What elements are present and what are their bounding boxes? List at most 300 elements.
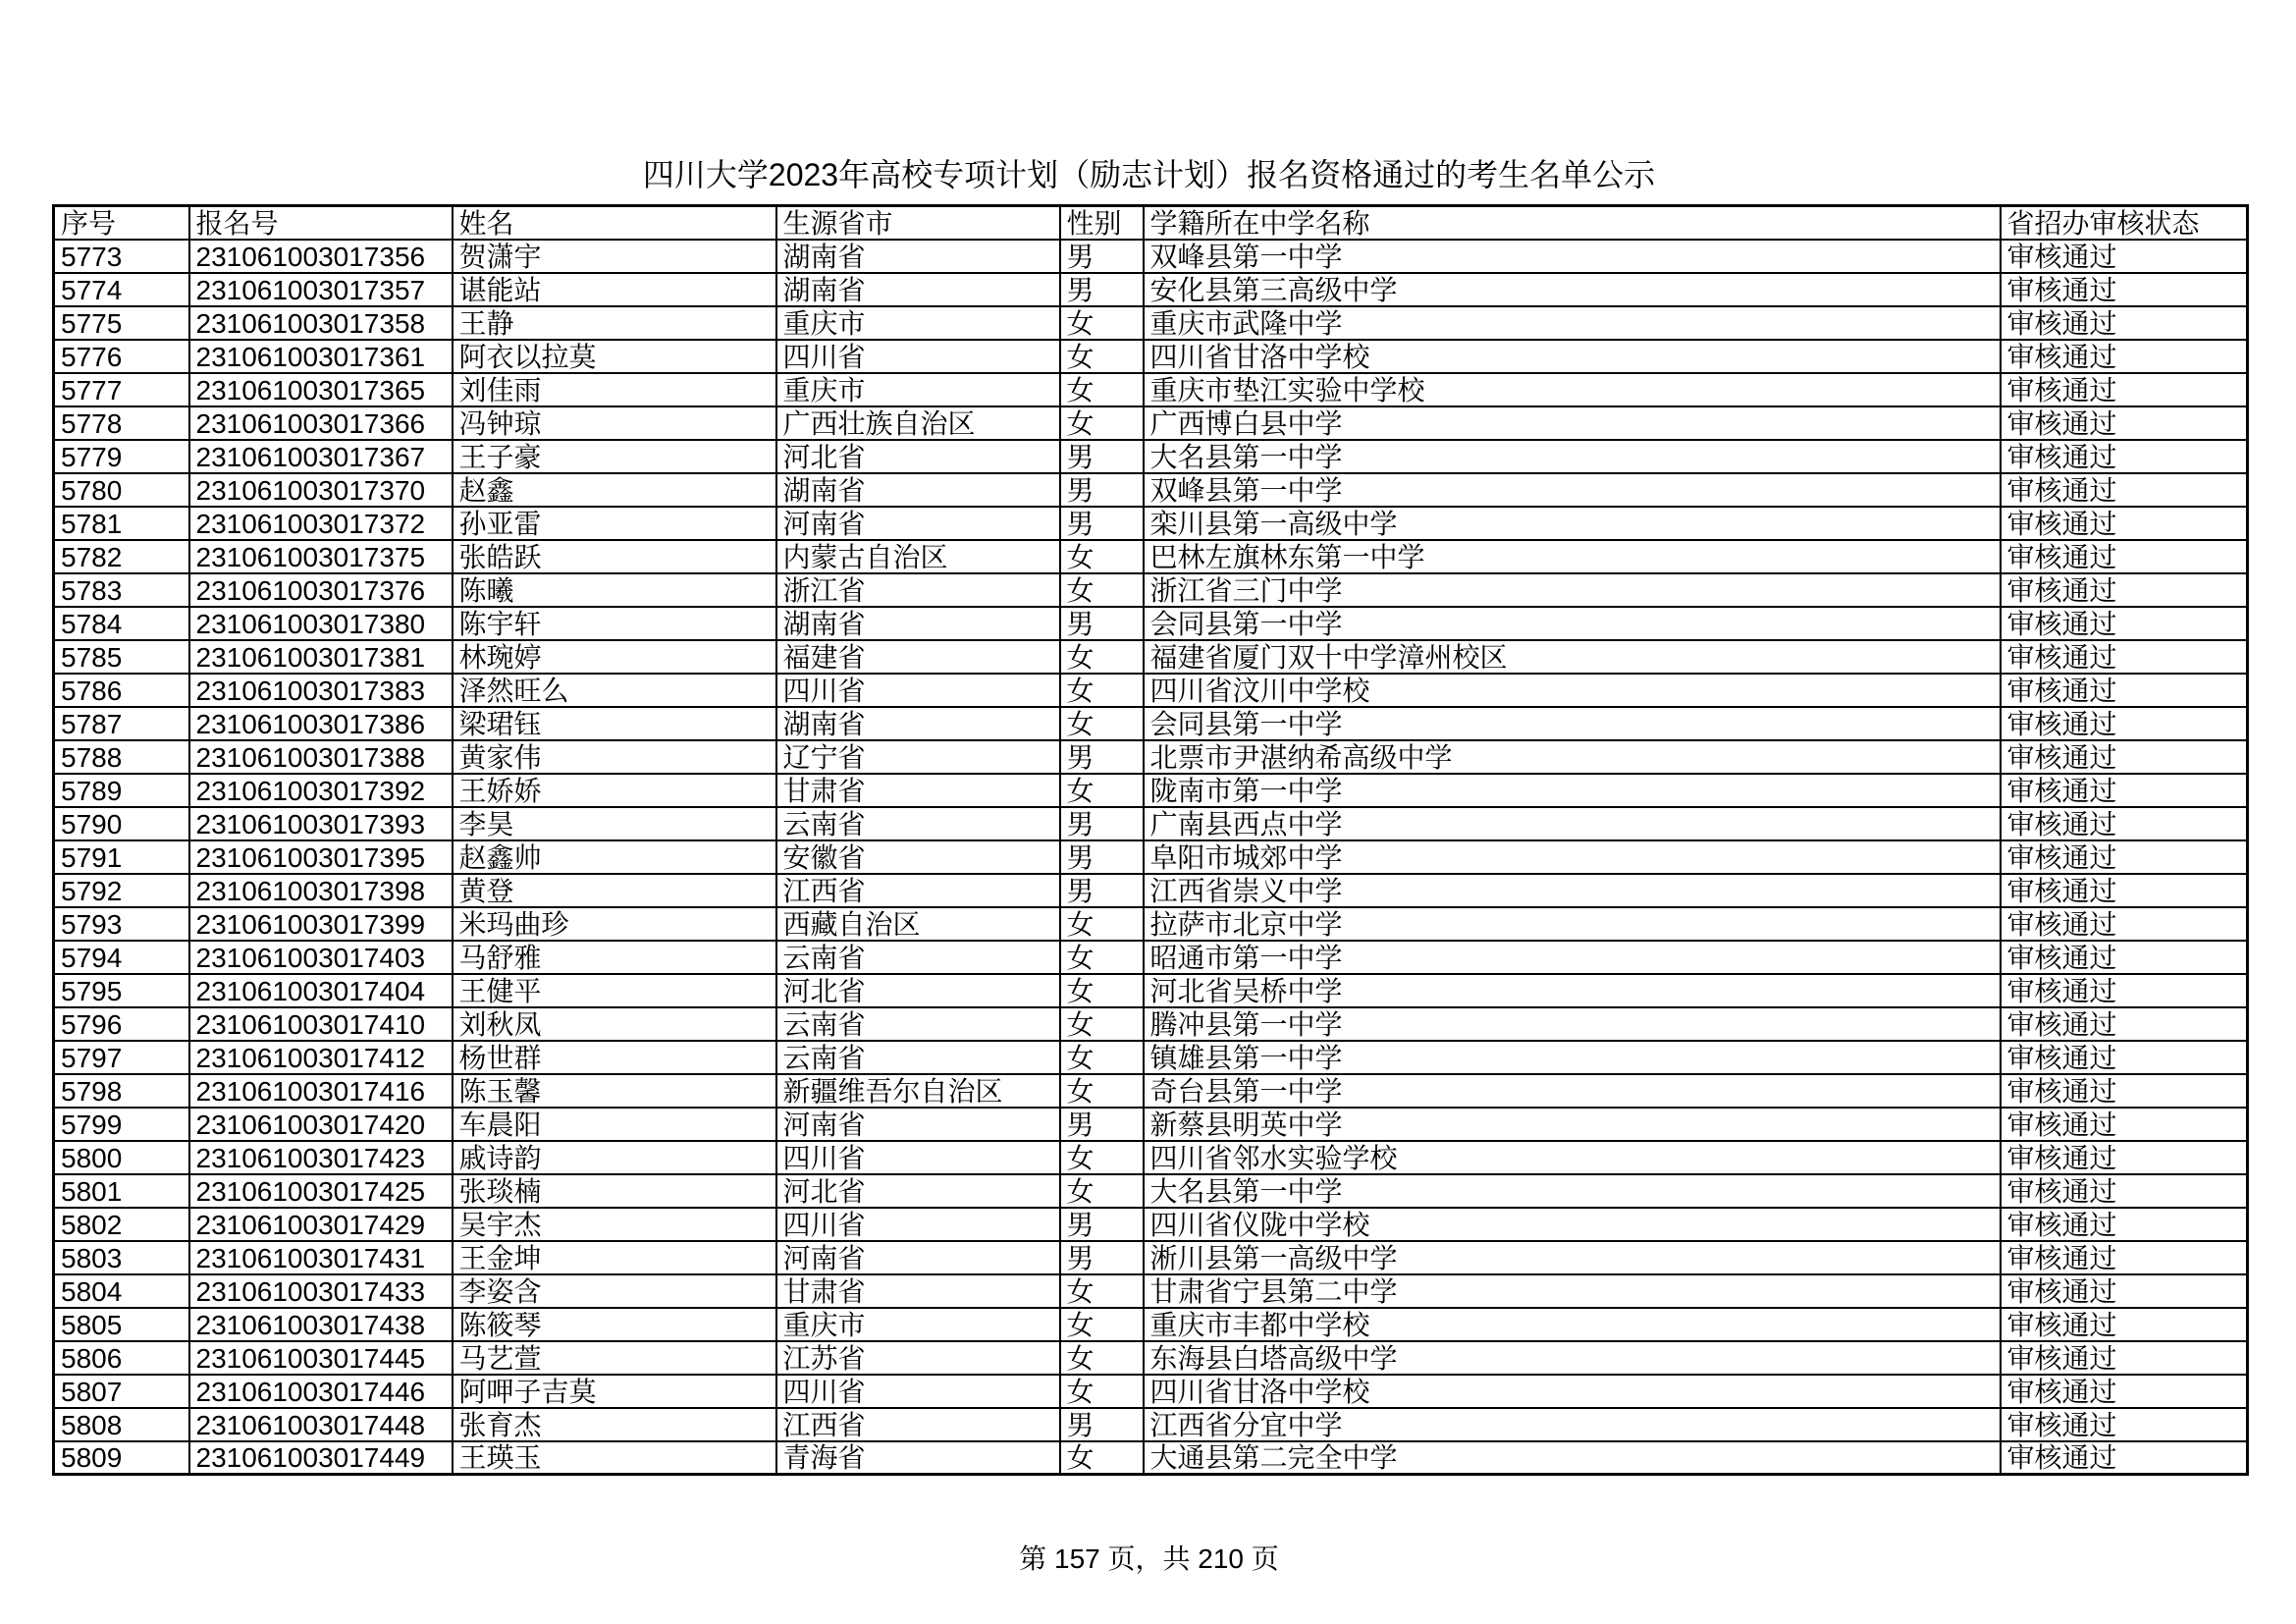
province-cell: 重庆市 (776, 1308, 1060, 1341)
registration-number-cell: 231061003017367 (189, 440, 453, 473)
seq-cell: 5800 (54, 1141, 189, 1174)
registration-number-cell: 231061003017365 (189, 373, 453, 406)
registration-number-cell: 231061003017423 (189, 1141, 453, 1174)
seq-cell: 5781 (54, 507, 189, 540)
table-row (54, 674, 2248, 707)
province-cell: 辽宁省 (776, 740, 1060, 774)
gender-cell: 女 (1060, 406, 1144, 440)
gender-cell: 女 (1060, 1141, 1144, 1174)
seq-cell: 5796 (54, 1007, 189, 1041)
province-cell: 青海省 (776, 1441, 1060, 1475)
name-cell: 赵鑫 (453, 473, 776, 507)
school-cell: 大名县第一中学 (1144, 440, 2001, 473)
school-cell: 江西省崇义中学 (1144, 874, 2001, 907)
gender-cell: 女 (1060, 1074, 1144, 1108)
registration-number-cell: 231061003017356 (189, 240, 453, 273)
column-header-status: 省招办审核状态 (2001, 206, 2248, 240)
province-cell: 河南省 (776, 1241, 1060, 1274)
status-cell: 审核通过 (2001, 774, 2248, 807)
name-cell: 黄登 (453, 874, 776, 907)
status-cell: 审核通过 (2001, 1208, 2248, 1241)
seq-cell: 5797 (54, 1041, 189, 1074)
province-cell: 重庆市 (776, 373, 1060, 406)
gender-cell: 女 (1060, 974, 1144, 1007)
province-cell: 云南省 (776, 807, 1060, 840)
status-cell: 审核通过 (2001, 941, 2248, 974)
province-cell: 内蒙古自治区 (776, 540, 1060, 573)
status-cell: 审核通过 (2001, 1274, 2248, 1308)
school-cell: 淅川县第一高级中学 (1144, 1241, 2001, 1274)
gender-cell: 男 (1060, 807, 1144, 840)
table-row (54, 273, 2248, 306)
province-cell: 云南省 (776, 1007, 1060, 1041)
name-cell: 陈筱琴 (453, 1308, 776, 1341)
province-cell: 安徽省 (776, 840, 1060, 874)
province-cell: 湖南省 (776, 273, 1060, 306)
registration-number-cell: 231061003017425 (189, 1174, 453, 1208)
status-cell: 审核通过 (2001, 1141, 2248, 1174)
gender-cell: 女 (1060, 573, 1144, 607)
gender-cell: 男 (1060, 507, 1144, 540)
table-row (54, 807, 2248, 840)
seq-cell: 5808 (54, 1408, 189, 1441)
status-cell: 审核通过 (2001, 440, 2248, 473)
seq-cell: 5778 (54, 406, 189, 440)
status-cell: 审核通过 (2001, 1108, 2248, 1141)
school-cell: 昭通市第一中学 (1144, 941, 2001, 974)
status-cell: 审核通过 (2001, 640, 2248, 674)
school-cell: 福建省厦门双十中学漳州校区 (1144, 640, 2001, 674)
status-cell: 审核通过 (2001, 874, 2248, 907)
status-cell: 审核通过 (2001, 306, 2248, 340)
school-cell: 广南县西点中学 (1144, 807, 2001, 840)
seq-cell: 5792 (54, 874, 189, 907)
gender-cell: 男 (1060, 440, 1144, 473)
status-cell: 审核通过 (2001, 1308, 2248, 1341)
seq-cell: 5776 (54, 340, 189, 373)
gender-cell: 男 (1060, 273, 1144, 306)
school-cell: 重庆市武隆中学 (1144, 306, 2001, 340)
gender-cell: 女 (1060, 1007, 1144, 1041)
registration-number-cell: 231061003017431 (189, 1241, 453, 1274)
school-cell: 四川省甘洛中学校 (1144, 1375, 2001, 1408)
name-cell: 张育杰 (453, 1408, 776, 1441)
school-cell: 阜阳市城郊中学 (1144, 840, 2001, 874)
province-cell: 西藏自治区 (776, 907, 1060, 941)
gender-cell: 男 (1060, 240, 1144, 273)
name-cell: 王健平 (453, 974, 776, 1007)
table-row (54, 1074, 2248, 1108)
gender-cell: 女 (1060, 540, 1144, 573)
gender-cell: 女 (1060, 1308, 1144, 1341)
province-cell: 江苏省 (776, 1341, 1060, 1375)
name-cell: 梁珺钰 (453, 707, 776, 740)
name-cell: 王子豪 (453, 440, 776, 473)
name-cell: 贺潇宇 (453, 240, 776, 273)
registration-number-cell: 231061003017393 (189, 807, 453, 840)
seq-cell: 5789 (54, 774, 189, 807)
registration-number-cell: 231061003017357 (189, 273, 453, 306)
name-cell: 赵鑫帅 (453, 840, 776, 874)
table-row (54, 1041, 2248, 1074)
registration-number-cell: 231061003017404 (189, 974, 453, 1007)
seq-cell: 5780 (54, 473, 189, 507)
school-cell: 陇南市第一中学 (1144, 774, 2001, 807)
province-cell: 湖南省 (776, 607, 1060, 640)
registration-number-cell: 231061003017433 (189, 1274, 453, 1308)
school-cell: 奇台县第一中学 (1144, 1074, 2001, 1108)
name-cell: 张琰楠 (453, 1174, 776, 1208)
table-row (54, 1441, 2248, 1475)
province-cell: 浙江省 (776, 573, 1060, 607)
name-cell: 张皓跃 (453, 540, 776, 573)
school-cell: 大名县第一中学 (1144, 1174, 2001, 1208)
school-cell: 浙江省三门中学 (1144, 573, 2001, 607)
seq-cell: 5783 (54, 573, 189, 607)
registration-number-cell: 231061003017372 (189, 507, 453, 540)
name-cell: 车晨阳 (453, 1108, 776, 1141)
status-cell: 审核通过 (2001, 1007, 2248, 1041)
school-cell: 双峰县第一中学 (1144, 473, 2001, 507)
status-cell: 审核通过 (2001, 507, 2248, 540)
province-cell: 湖南省 (776, 473, 1060, 507)
school-cell: 重庆市垫江实验中学校 (1144, 373, 2001, 406)
registration-number-cell: 231061003017366 (189, 406, 453, 440)
gender-cell: 男 (1060, 607, 1144, 640)
province-cell: 四川省 (776, 340, 1060, 373)
table-row (54, 1408, 2248, 1441)
province-cell: 湖南省 (776, 240, 1060, 273)
school-cell: 新蔡县明英中学 (1144, 1108, 2001, 1141)
table-row (54, 1375, 2248, 1408)
province-cell: 云南省 (776, 941, 1060, 974)
province-cell: 河北省 (776, 1174, 1060, 1208)
province-cell: 江西省 (776, 1408, 1060, 1441)
gender-cell: 女 (1060, 1174, 1144, 1208)
table-row (54, 1174, 2248, 1208)
name-cell: 米玛曲珍 (453, 907, 776, 941)
column-header-seq: 序号 (54, 206, 189, 240)
seq-cell: 5777 (54, 373, 189, 406)
seq-cell: 5785 (54, 640, 189, 674)
gender-cell: 女 (1060, 1041, 1144, 1074)
table-row (54, 1274, 2248, 1308)
registration-number-cell: 231061003017383 (189, 674, 453, 707)
school-cell: 河北省吴桥中学 (1144, 974, 2001, 1007)
status-cell: 审核通过 (2001, 1041, 2248, 1074)
registration-number-cell: 231061003017388 (189, 740, 453, 774)
province-cell: 四川省 (776, 1208, 1060, 1241)
gender-cell: 男 (1060, 874, 1144, 907)
seq-cell: 5799 (54, 1108, 189, 1141)
registration-number-cell: 231061003017446 (189, 1375, 453, 1408)
gender-cell: 女 (1060, 340, 1144, 373)
name-cell: 泽然旺么 (453, 674, 776, 707)
seq-cell: 5791 (54, 840, 189, 874)
seq-cell: 5807 (54, 1375, 189, 1408)
school-cell: 甘肃省宁县第二中学 (1144, 1274, 2001, 1308)
table-row (54, 707, 2248, 740)
province-cell: 河北省 (776, 440, 1060, 473)
status-cell: 审核通过 (2001, 707, 2248, 740)
gender-cell: 女 (1060, 1341, 1144, 1375)
table-row (54, 406, 2248, 440)
status-cell: 审核通过 (2001, 1408, 2248, 1441)
school-cell: 重庆市丰都中学校 (1144, 1308, 2001, 1341)
registration-number-cell: 231061003017399 (189, 907, 453, 941)
gender-cell: 女 (1060, 907, 1144, 941)
table-row (54, 573, 2248, 607)
status-cell: 审核通过 (2001, 1441, 2248, 1475)
document-title: 四川大学2023年高校专项计划（励志计划）报名资格通过的考生名单公示 (642, 157, 1656, 192)
status-cell: 审核通过 (2001, 1174, 2248, 1208)
province-cell: 四川省 (776, 1141, 1060, 1174)
seq-cell: 5787 (54, 707, 189, 740)
status-cell: 审核通过 (2001, 674, 2248, 707)
table-row (54, 440, 2248, 473)
table-row (54, 974, 2248, 1007)
table-row (54, 507, 2248, 540)
gender-cell: 女 (1060, 306, 1144, 340)
province-cell: 河南省 (776, 507, 1060, 540)
header-row (54, 206, 2248, 240)
seq-cell: 5790 (54, 807, 189, 840)
school-cell: 江西省分宜中学 (1144, 1408, 2001, 1441)
registration-number-cell: 231061003017395 (189, 840, 453, 874)
name-cell: 冯钟琼 (453, 406, 776, 440)
province-cell: 河南省 (776, 1108, 1060, 1141)
registration-number-cell: 231061003017429 (189, 1208, 453, 1241)
gender-cell: 男 (1060, 840, 1144, 874)
school-cell: 巴林左旗林东第一中学 (1144, 540, 2001, 573)
page-footer: 第 157 页，共 210 页 (1019, 1543, 1279, 1574)
registration-number-cell: 231061003017376 (189, 573, 453, 607)
name-cell: 杨世群 (453, 1041, 776, 1074)
province-cell: 新疆维吾尔自治区 (776, 1074, 1060, 1108)
school-cell: 广西博白县中学 (1144, 406, 2001, 440)
school-cell: 栾川县第一高级中学 (1144, 507, 2001, 540)
seq-cell: 5803 (54, 1241, 189, 1274)
school-cell: 北票市尹湛纳希高级中学 (1144, 740, 2001, 774)
table-row (54, 473, 2248, 507)
table-row (54, 1108, 2248, 1141)
seq-cell: 5782 (54, 540, 189, 573)
name-cell: 陈宇轩 (453, 607, 776, 640)
school-cell: 会同县第一中学 (1144, 607, 2001, 640)
gender-cell: 女 (1060, 707, 1144, 740)
province-cell: 湖南省 (776, 707, 1060, 740)
province-cell: 河北省 (776, 974, 1060, 1007)
gender-cell: 女 (1060, 373, 1144, 406)
seq-cell: 5798 (54, 1074, 189, 1108)
registration-number-cell: 231061003017445 (189, 1341, 453, 1375)
name-cell: 刘秋凤 (453, 1007, 776, 1041)
table-row (54, 1007, 2248, 1041)
status-cell: 审核通过 (2001, 1074, 2248, 1108)
name-cell: 阿衣以拉莫 (453, 340, 776, 373)
table-row (54, 1241, 2248, 1274)
status-cell: 审核通过 (2001, 740, 2248, 774)
seq-cell: 5809 (54, 1441, 189, 1475)
name-cell: 李昊 (453, 807, 776, 840)
gender-cell: 男 (1060, 1208, 1144, 1241)
gender-cell: 女 (1060, 774, 1144, 807)
gender-cell: 男 (1060, 1108, 1144, 1141)
table-row (54, 740, 2248, 774)
seq-cell: 5802 (54, 1208, 189, 1241)
registration-number-cell: 231061003017380 (189, 607, 453, 640)
gender-cell: 女 (1060, 1441, 1144, 1475)
name-cell: 谌能站 (453, 273, 776, 306)
table-row (54, 1208, 2248, 1241)
seq-cell: 5804 (54, 1274, 189, 1308)
seq-cell: 5774 (54, 273, 189, 306)
gender-cell: 女 (1060, 1274, 1144, 1308)
name-cell: 陈曦 (453, 573, 776, 607)
name-cell: 马艺萱 (453, 1341, 776, 1375)
registration-number-cell: 231061003017403 (189, 941, 453, 974)
registration-number-cell: 231061003017416 (189, 1074, 453, 1108)
status-cell: 审核通过 (2001, 974, 2248, 1007)
province-cell: 甘肃省 (776, 774, 1060, 807)
registration-number-cell: 231061003017358 (189, 306, 453, 340)
seq-cell: 5805 (54, 1308, 189, 1341)
name-cell: 黄家伟 (453, 740, 776, 774)
table-row (54, 907, 2248, 941)
name-cell: 刘佳雨 (453, 373, 776, 406)
province-cell: 四川省 (776, 674, 1060, 707)
registration-number-cell: 231061003017410 (189, 1007, 453, 1041)
table-row (54, 840, 2248, 874)
gender-cell: 女 (1060, 941, 1144, 974)
column-header-school: 学籍所在中学名称 (1144, 206, 2001, 240)
province-cell: 重庆市 (776, 306, 1060, 340)
column-header-name: 姓名 (453, 206, 776, 240)
status-cell: 审核通过 (2001, 340, 2248, 373)
name-cell: 王娇娇 (453, 774, 776, 807)
registration-number-cell: 231061003017375 (189, 540, 453, 573)
status-cell: 审核通过 (2001, 273, 2248, 306)
province-cell: 广西壮族自治区 (776, 406, 1060, 440)
table-row (54, 774, 2248, 807)
status-cell: 审核通过 (2001, 807, 2248, 840)
status-cell: 审核通过 (2001, 607, 2248, 640)
seq-cell: 5794 (54, 941, 189, 974)
name-cell: 马舒雅 (453, 941, 776, 974)
table-row (54, 540, 2248, 573)
status-cell: 审核通过 (2001, 573, 2248, 607)
registration-number-cell: 231061003017398 (189, 874, 453, 907)
school-cell: 腾冲县第一中学 (1144, 1007, 2001, 1041)
table-row (54, 1141, 2248, 1174)
seq-cell: 5773 (54, 240, 189, 273)
candidate-table (52, 204, 2249, 1476)
registration-number-cell: 231061003017361 (189, 340, 453, 373)
school-cell: 会同县第一中学 (1144, 707, 2001, 740)
gender-cell: 女 (1060, 1375, 1144, 1408)
seq-cell: 5786 (54, 674, 189, 707)
seq-cell: 5775 (54, 306, 189, 340)
registration-number-cell: 231061003017392 (189, 774, 453, 807)
name-cell: 阿呷子吉莫 (453, 1375, 776, 1408)
status-cell: 审核通过 (2001, 373, 2248, 406)
table-row (54, 240, 2248, 273)
table-row (54, 874, 2248, 907)
province-cell: 福建省 (776, 640, 1060, 674)
table-row (54, 941, 2248, 974)
name-cell: 陈玉馨 (453, 1074, 776, 1108)
gender-cell: 女 (1060, 674, 1144, 707)
table-row (54, 306, 2248, 340)
name-cell: 王金坤 (453, 1241, 776, 1274)
registration-number-cell: 231061003017448 (189, 1408, 453, 1441)
school-cell: 双峰县第一中学 (1144, 240, 2001, 273)
school-cell: 四川省仪陇中学校 (1144, 1208, 2001, 1241)
seq-cell: 5806 (54, 1341, 189, 1375)
status-cell: 审核通过 (2001, 1241, 2248, 1274)
status-cell: 审核通过 (2001, 406, 2248, 440)
registration-number-cell: 231061003017449 (189, 1441, 453, 1475)
seq-cell: 5784 (54, 607, 189, 640)
gender-cell: 男 (1060, 473, 1144, 507)
column-header-province: 生源省市 (776, 206, 1060, 240)
column-header-gender: 性别 (1060, 206, 1144, 240)
table-row (54, 1341, 2248, 1375)
seq-cell: 5793 (54, 907, 189, 941)
school-cell: 东海县白塔高级中学 (1144, 1341, 2001, 1375)
gender-cell: 女 (1060, 640, 1144, 674)
school-cell: 安化县第三高级中学 (1144, 273, 2001, 306)
seq-cell: 5788 (54, 740, 189, 774)
registration-number-cell: 231061003017386 (189, 707, 453, 740)
status-cell: 审核通过 (2001, 1341, 2248, 1375)
name-cell: 孙亚雷 (453, 507, 776, 540)
province-cell: 甘肃省 (776, 1274, 1060, 1308)
table-row (54, 1308, 2248, 1341)
school-cell: 四川省甘洛中学校 (1144, 340, 2001, 373)
name-cell: 李姿含 (453, 1274, 776, 1308)
table-row (54, 607, 2248, 640)
status-cell: 审核通过 (2001, 1375, 2248, 1408)
status-cell: 审核通过 (2001, 473, 2248, 507)
school-cell: 镇雄县第一中学 (1144, 1041, 2001, 1074)
registration-number-cell: 231061003017370 (189, 473, 453, 507)
status-cell: 审核通过 (2001, 907, 2248, 941)
seq-cell: 5801 (54, 1174, 189, 1208)
school-cell: 拉萨市北京中学 (1144, 907, 2001, 941)
seq-cell: 5779 (54, 440, 189, 473)
status-cell: 审核通过 (2001, 540, 2248, 573)
registration-number-cell: 231061003017438 (189, 1308, 453, 1341)
name-cell: 林琬婷 (453, 640, 776, 674)
gender-cell: 男 (1060, 740, 1144, 774)
status-cell: 审核通过 (2001, 240, 2248, 273)
name-cell: 戚诗韵 (453, 1141, 776, 1174)
province-cell: 江西省 (776, 874, 1060, 907)
table-row (54, 373, 2248, 406)
name-cell: 王静 (453, 306, 776, 340)
registration-number-cell: 231061003017381 (189, 640, 453, 674)
province-cell: 四川省 (776, 1375, 1060, 1408)
table-row (54, 640, 2248, 674)
gender-cell: 男 (1060, 1408, 1144, 1441)
gender-cell: 男 (1060, 1241, 1144, 1274)
school-cell: 四川省汶川中学校 (1144, 674, 2001, 707)
registration-number-cell: 231061003017412 (189, 1041, 453, 1074)
school-cell: 四川省邻水实验学校 (1144, 1141, 2001, 1174)
province-cell: 云南省 (776, 1041, 1060, 1074)
registration-number-cell: 231061003017420 (189, 1108, 453, 1141)
